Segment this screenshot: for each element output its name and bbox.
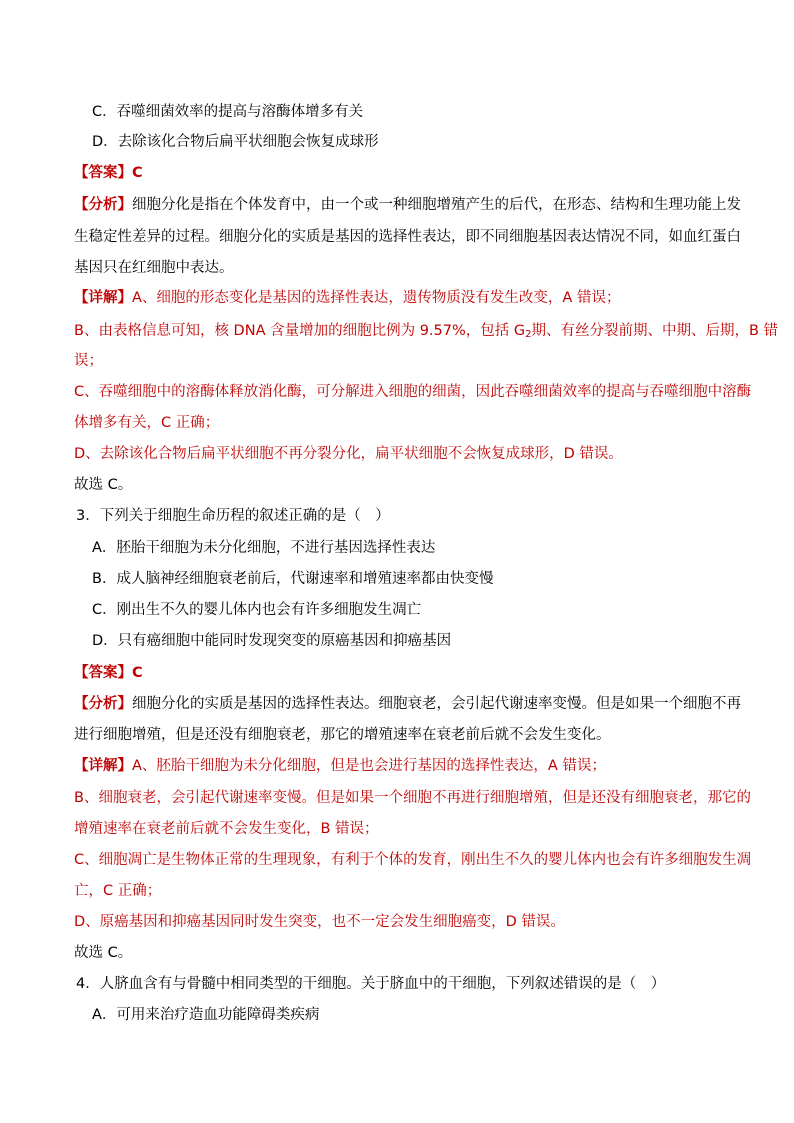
detail-tag: 【详解】 — [74, 290, 132, 306]
q2-detail-d: D、去除该化合物后扁平状细胞不再分裂分化，扁平状细胞不会恢复成球形，D 错误。 — [74, 446, 623, 462]
answer-value: C — [132, 165, 143, 181]
detail-tag: 【详解】 — [74, 758, 132, 774]
q3-detail-a — [74, 755, 606, 777]
q2-detail-b-line-2: 误； — [74, 353, 103, 369]
q2-detail-a — [74, 287, 620, 309]
q3-detail-c-line-2: 亡，C 正确； — [74, 883, 162, 899]
q3-detail-b-line-2: 增殖速率在衰老前后就不会发生变化，B 错误； — [74, 821, 379, 837]
q3-stem: 3．下列关于细胞生命历程的叙述正确的是（ ） — [76, 508, 390, 524]
q2-detail-c-line-1: C、吞噬细胞中的溶酶体释放消化酶，可分解进入细胞的细菌，因此吞噬细菌效率的提高与吞噬细胞中溶酶 — [74, 384, 752, 400]
q2-analysis-line-2: 生稳定性差异的过程。细胞分化的实质是基因的选择性表达，即不同细胞基因表达情况不同，如血红蛋白 — [74, 229, 741, 245]
analysis-tag: 【分析】 — [74, 197, 132, 213]
q3-option-a: A．胚胎干细胞为未分化细胞，不进行基因选择性表达 — [92, 540, 436, 556]
q2-conclusion: 故选 C。 — [74, 477, 133, 493]
detail-b-post: 期、有丝分裂前期、中期、后期，B 错 — [531, 323, 779, 339]
q2-option-c: C．吞噬细菌效率的提高与溶酶体增多有关 — [92, 104, 364, 120]
q3-option-b: B．成人脑神经细胞衰老前后，代谢速率和增殖速率都由快变慢 — [92, 571, 494, 587]
analysis-text: 细胞分化的实质是基因的选择性表达。细胞衰老，会引起代谢速率变慢。但是如果一个细胞不再 — [132, 696, 741, 712]
detail-b-subscript: 2 — [525, 329, 532, 340]
q3-analysis-line-1 — [74, 693, 741, 715]
answer-value: C — [132, 665, 143, 681]
answer-tag: 【答案】 — [74, 165, 132, 181]
q2-analysis-line-3: 基因只在红细胞中表达。 — [74, 260, 234, 276]
q3-answer — [74, 662, 143, 684]
q3-option-d: D．只有癌细胞中能同时发现突变的原癌基因和抑癌基因 — [92, 633, 452, 649]
q3-analysis-line-2: 进行细胞增殖，但是还没有细胞衰老，那它的增殖速率在衰老前后就不会发生变化。 — [74, 727, 611, 743]
q3-detail-d: D、原癌基因和抑癌基因同时发生突变，也不一定会发生细胞癌变，D 错误。 — [74, 914, 565, 930]
analysis-text: 细胞分化是指在个体发育中，由一个或一种细胞增殖产生的后代，在形态、结构和生理功能上发 — [132, 197, 741, 213]
detail-a-text: A、胚胎干细胞为未分化细胞，但是也会进行基因的选择性表达，A 错误； — [132, 758, 606, 774]
q2-detail-c-line-2: 体增多有关，C 正确； — [74, 415, 220, 431]
q2-analysis-line-1 — [74, 194, 741, 216]
analysis-tag: 【分析】 — [74, 696, 132, 712]
answer-tag: 【答案】 — [74, 665, 132, 681]
q4-stem: 4．人脐血含有与骨髓中相同类型的干细胞。关于脐血中的干细胞，下列叙述错误的是（ ） — [76, 976, 666, 992]
q3-conclusion: 故选 C。 — [74, 945, 133, 961]
detail-a-text: A、细胞的形态变化是基因的选择性表达，遗传物质没有发生改变，A 错误； — [132, 290, 621, 306]
detail-b-pre: B、由表格信息可知，核 DNA 含量增加的细胞比例为 9.57%，包括 G — [74, 323, 526, 339]
q3-detail-b-line-1: B、细胞衰老，会引起代谢速率变慢。但是如果一个细胞不再进行细胞增殖，但是还没有细胞衰老，那它的 — [74, 790, 751, 806]
q2-detail-b-line-1 — [74, 320, 778, 346]
q3-option-c: C．刚出生不久的婴儿体内也会有许多细胞发生凋亡 — [92, 602, 422, 618]
q4-option-a: A．可用来治疗造血功能障碍类疾病 — [92, 1007, 320, 1023]
q3-detail-c-line-1: C、细胞凋亡是生物体正常的生理现象，有利于个体的发育，刚出生不久的婴儿体内也会有许多细胞发生凋 — [74, 852, 752, 868]
q2-answer — [74, 162, 143, 184]
q2-option-d: D．去除该化合物后扁平状细胞会恢复成球形 — [92, 134, 379, 150]
